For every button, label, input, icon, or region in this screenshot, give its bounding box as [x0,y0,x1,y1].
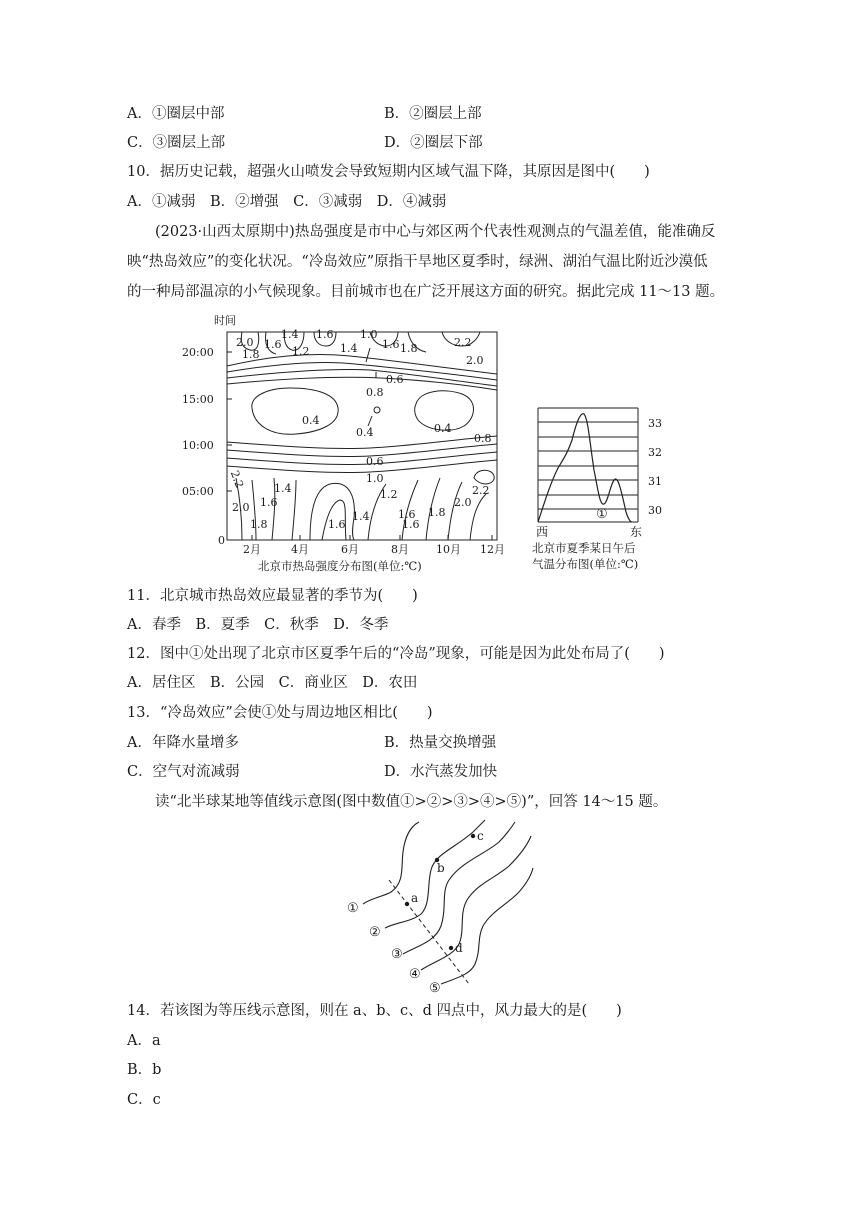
y-tick-label: 0 [218,534,225,547]
q13-stem: 13．“冷岛效应”会使①处与周边地区相比( ) [127,705,433,721]
isoline-figure [345,818,535,994]
isoline-label: ① [347,901,359,916]
q9-option-b: B．②圈层上部 [384,106,482,122]
x-tick-label: 2月 [243,543,261,556]
contour-label: 1.2 [292,345,310,358]
contour-label: 1.4 [281,328,299,341]
q14-option-a: A．a [127,1033,161,1049]
marker-label: ① [596,507,608,522]
q10-options: A．①减弱 B．②增强 C．③减弱 D．④减弱 [127,194,447,210]
q13-option-d: D．水汽蒸发加快 [384,764,498,780]
isoline-label: ④ [409,967,421,982]
contour-label: 0.4 [356,426,374,439]
q11-stem: 11．北京城市热岛效应最显著的季节为( ) [127,588,418,604]
contour-label: 2.0 [454,496,472,509]
passage-line-1: (2023·山西太原期中)热岛强度是市中心与郊区两个代表性观测点的气温差值，能准确反 [155,224,716,240]
contour-label: 2.0 [232,501,250,514]
figure1-caption: 北京市热岛强度分布图(单位:℃) [258,559,422,573]
contour-label: 0.8 [366,386,384,399]
contour-label: 1.6 [382,338,400,351]
contour-label: 1.8 [428,506,446,519]
point-label: c [477,829,484,843]
y-tick-label: 20:00 [182,346,214,359]
y-tick-label: 33 [648,417,662,430]
contour-label: 2.2 [454,336,472,349]
contour-label: 1.8 [242,348,260,361]
q14-stem: 14．若该图为等压线示意图，则在 a、b、c、d 四点中，风力最大的是( ) [127,1003,622,1019]
y-tick-label: 05:00 [182,485,214,498]
contour-label: 1.6 [398,508,416,521]
point-label: d [455,941,463,955]
contour-label: 1.8 [400,342,418,355]
contour-label: 2.2 [227,468,247,490]
q14-option-c: C．c [127,1092,161,1108]
y-axis-title: 时间 [214,314,236,327]
contour-label: 1.4 [340,342,358,355]
q14-option-b: B．b [127,1062,162,1078]
contour-label: 0.8 [474,432,492,445]
x-tick-label: 8月 [391,543,409,556]
contour-label: 1.2 [380,488,398,501]
x-tick-label: 4月 [291,543,309,556]
q9-option-a: A．①圈层中部 [127,106,225,122]
point-label: b [437,861,445,875]
q9-option-c: C．③圈层上部 [127,135,226,151]
contour-label: 2.2 [472,484,490,497]
contour-label: 1.4 [352,510,370,523]
contour-label: 1.6 [316,328,334,341]
q13-option-a: A．年降水量增多 [127,735,239,751]
q9-option-d: D．②圈层下部 [384,135,483,151]
contour-label: 1.6 [328,518,346,531]
contour-label: 2.0 [236,336,254,349]
q11-options: A．春季 B．夏季 C．秋季 D．冬季 [127,617,389,633]
contour-label: 0.4 [434,422,452,435]
contour-label: 1.8 [250,518,268,531]
contour-label: 0.6 [366,455,384,468]
q13-option-c: C．空气对流减弱 [127,764,240,780]
passage-line-2: 映“热岛效应”的变化状况。“冷岛效应”原指干旱地区夏季时，绿洲、湖泊气温比附近沙漠低 [127,254,708,270]
contour-label: 1.0 [366,472,384,485]
contour-label: 1.6 [402,518,420,531]
isoline-label: ⑤ [429,981,441,994]
q13-option-b: B．热量交换增强 [384,735,497,751]
q12-stem: 12．图中①处出现了北京市区夏季午后的“冷岛”现象，可能是因为此处布局了( ) [127,646,665,662]
contour-label: 1.4 [274,482,292,495]
passage2: 读“北半球某地等值线示意图(图中数值①>②>③>④>⑤)”，回答 14～15 题。 [155,794,668,810]
contour-label: 0.6 [386,373,404,386]
q12-options: A．居住区 B．公园 C．商业区 D．农田 [127,675,418,691]
contour-label: 0.4 [302,414,320,427]
contour-label: 1.6 [260,496,278,509]
y-tick-label: 32 [648,446,662,459]
passage-line-3: 的一种局部温凉的小气候现象。目前城市也在广泛开展这方面的研究。据此完成 11～13 题。 [127,284,725,300]
heat-island-contour-figure [180,308,510,576]
x-direction-west: 西 [536,525,549,539]
x-tick-label: 6月 [341,543,359,556]
isoline-label: ③ [391,947,403,962]
figure2-caption-line1: 北京市夏季某日午后 [532,541,636,555]
y-tick-label: 10:00 [182,439,214,452]
y-tick-label: 15:00 [182,393,214,406]
q10-stem: 10．据历史记载，超强火山喷发会导致短期内区域气温下降，其原因是图中( ) [127,164,650,180]
figure2-caption-line2: 气温分布图(单位:℃) [532,557,639,571]
x-tick-label: 10月 [436,543,461,556]
isoline-label: ② [369,925,381,940]
contour-label: 1.6 [264,338,282,351]
contour-label: 2.0 [466,354,484,367]
x-direction-east: 东 [630,525,643,539]
contour-label: 1.0 [360,328,378,341]
temperature-profile-figure [528,404,678,576]
y-tick-label: 31 [648,475,662,488]
y-tick-label: 30 [648,504,662,517]
x-tick-label: 12月 [480,543,505,556]
point-label: a [411,891,419,905]
